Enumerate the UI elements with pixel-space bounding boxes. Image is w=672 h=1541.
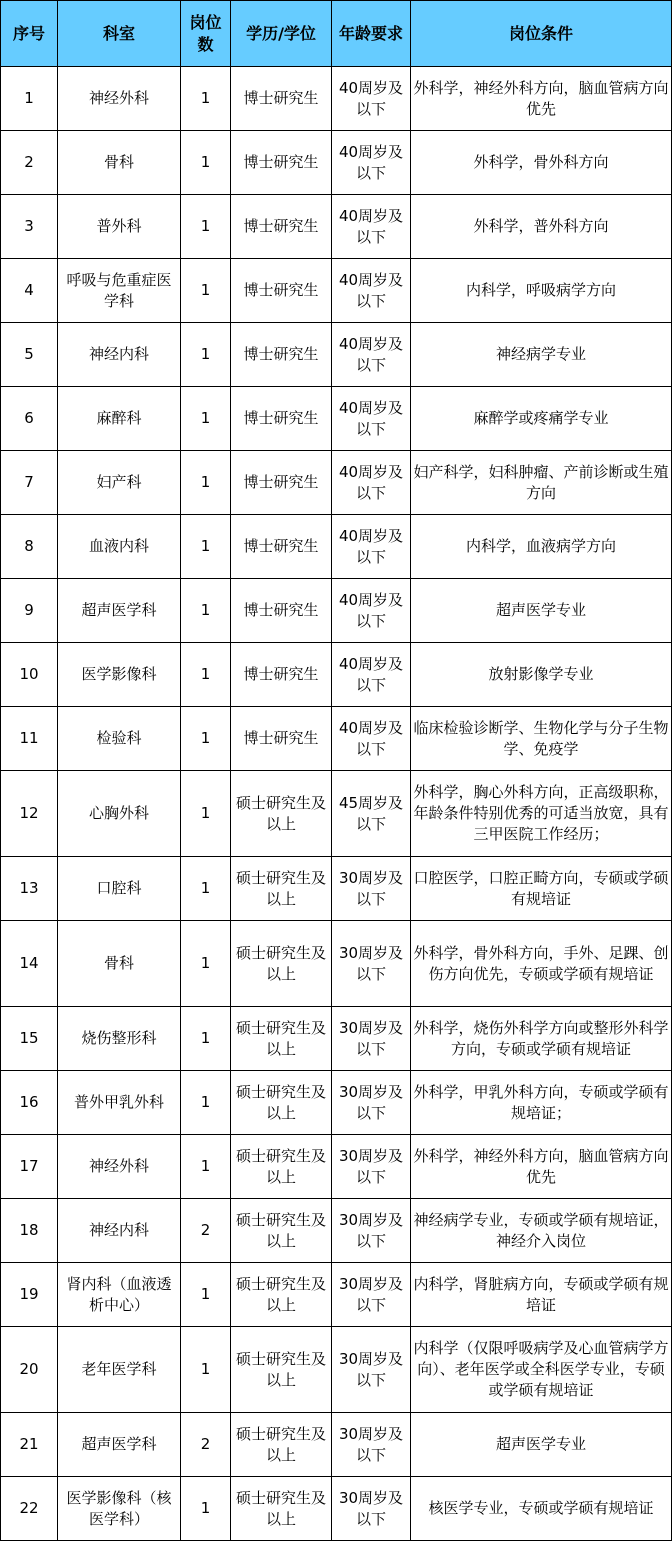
cell-index: 2: [1, 131, 58, 195]
cell-index: 20: [1, 1327, 58, 1413]
header-edu: 学历/学位: [231, 1, 332, 67]
cell-count: 1: [181, 1135, 231, 1199]
cell-index: 5: [1, 323, 58, 387]
table-row: [1, 1477, 672, 1541]
table-row: [1, 857, 672, 921]
cell-edu: 硕士研究生及以上: [231, 1007, 332, 1071]
cell-index: 7: [1, 451, 58, 515]
cell-index: 15: [1, 1007, 58, 1071]
cell-count: 2: [181, 1199, 231, 1263]
cell-cond: 外科学，烧伤外科学方向或整形外科学方向，专硕或学硕有规培证: [411, 1007, 672, 1071]
cell-edu: 博士研究生: [231, 707, 332, 771]
cell-age: 40周岁及以下: [332, 259, 411, 323]
cell-age: 30周岁及以下: [332, 1263, 411, 1327]
table-row: [1, 579, 672, 643]
cell-age: 40周岁及以下: [332, 323, 411, 387]
table-row: [1, 387, 672, 451]
cell-count: 1: [181, 323, 231, 387]
cell-count: 1: [181, 1007, 231, 1071]
cell-edu: 博士研究生: [231, 131, 332, 195]
cell-count: 1: [181, 515, 231, 579]
cell-age: 40周岁及以下: [332, 579, 411, 643]
cell-index: 11: [1, 707, 58, 771]
cell-edu: 博士研究生: [231, 323, 332, 387]
cell-count: 1: [181, 1071, 231, 1135]
cell-index: 22: [1, 1477, 58, 1541]
cell-cond: 外科学，神经外科方向，脑血管病方向优先: [411, 67, 672, 131]
cell-dept: 医学影像科（核医学科）: [58, 1477, 181, 1541]
cell-dept: 超声医学科: [58, 579, 181, 643]
cell-age: 30周岁及以下: [332, 1477, 411, 1541]
cell-index: 3: [1, 195, 58, 259]
cell-count: 1: [181, 195, 231, 259]
cell-cond: 临床检验诊断学、生物化学与分子生物学、免疫学: [411, 707, 672, 771]
cell-index: 8: [1, 515, 58, 579]
cell-age: 40周岁及以下: [332, 451, 411, 515]
cell-age: 30周岁及以下: [332, 1413, 411, 1477]
cell-edu: 硕士研究生及以上: [231, 1263, 332, 1327]
cell-count: 1: [181, 259, 231, 323]
table-row: [1, 259, 672, 323]
cell-dept: 老年医学科: [58, 1327, 181, 1413]
cell-cond: 妇产科学，妇科肿瘤、产前诊断或生殖方向: [411, 451, 672, 515]
table-row: [1, 1327, 672, 1413]
table-row: [1, 131, 672, 195]
cell-edu: 硕士研究生及以上: [231, 1327, 332, 1413]
table-row: [1, 451, 672, 515]
cell-count: 1: [181, 643, 231, 707]
cell-count: 1: [181, 387, 231, 451]
cell-age: 30周岁及以下: [332, 1135, 411, 1199]
cell-count: 1: [181, 771, 231, 857]
cell-dept: 心胸外科: [58, 771, 181, 857]
cell-edu: 硕士研究生及以上: [231, 857, 332, 921]
cell-count: 1: [181, 857, 231, 921]
cell-age: 30周岁及以下: [332, 921, 411, 1007]
table-row: [1, 1199, 672, 1263]
cell-age: 30周岁及以下: [332, 1199, 411, 1263]
cell-cond: 核医学专业，专硕或学硕有规培证: [411, 1477, 672, 1541]
cell-edu: 硕士研究生及以上: [231, 1071, 332, 1135]
cell-age: 40周岁及以下: [332, 643, 411, 707]
table-row: [1, 323, 672, 387]
cell-index: 14: [1, 921, 58, 1007]
cell-cond: 神经病学专业: [411, 323, 672, 387]
table-row: [1, 643, 672, 707]
cell-index: 1: [1, 67, 58, 131]
cell-cond: 神经病学专业，专硕或学硕有规培证，神经介入岗位: [411, 1199, 672, 1263]
cell-edu: 博士研究生: [231, 579, 332, 643]
cell-cond: 内科学（仅限呼吸病学及心血管病学方向）、老年医学或全科医学专业，专硕或学硕有规培证: [411, 1327, 672, 1413]
cell-edu: 硕士研究生及以上: [231, 1413, 332, 1477]
table-row: [1, 1263, 672, 1327]
table-row: [1, 771, 672, 857]
cell-cond: 外科学，甲乳外科方向，专硕或学硕有规培证；: [411, 1071, 672, 1135]
cell-dept: 烧伤整形科: [58, 1007, 181, 1071]
cell-index: 4: [1, 259, 58, 323]
cell-cond: 外科学，胸心外科方向，正高级职称，年龄条件特别优秀的可适当放宽，具有三甲医院工作经历；: [411, 771, 672, 857]
cell-index: 13: [1, 857, 58, 921]
cell-dept: 超声医学科: [58, 1413, 181, 1477]
cell-count: 2: [181, 1413, 231, 1477]
cell-dept: 呼吸与危重症医学科: [58, 259, 181, 323]
cell-age: 40周岁及以下: [332, 387, 411, 451]
cell-index: 19: [1, 1263, 58, 1327]
cell-age: 40周岁及以下: [332, 195, 411, 259]
cell-age: 30周岁及以下: [332, 857, 411, 921]
cell-age: 40周岁及以下: [332, 707, 411, 771]
table-row: [1, 515, 672, 579]
cell-cond: 超声医学专业: [411, 579, 672, 643]
cell-cond: 麻醉学或疼痛学专业: [411, 387, 672, 451]
cell-edu: 博士研究生: [231, 387, 332, 451]
header-index: 序号: [1, 1, 58, 67]
header-age: 年龄要求: [332, 1, 411, 67]
cell-edu: 硕士研究生及以上: [231, 1135, 332, 1199]
cell-dept: 检验科: [58, 707, 181, 771]
cell-cond: 口腔医学，口腔正畸方向，专硕或学硕有规培证: [411, 857, 672, 921]
cell-cond: 外科学，骨外科方向: [411, 131, 672, 195]
cell-edu: 硕士研究生及以上: [231, 921, 332, 1007]
cell-age: 40周岁及以下: [332, 515, 411, 579]
cell-edu: 博士研究生: [231, 451, 332, 515]
cell-dept: 神经内科: [58, 323, 181, 387]
cell-dept: 神经外科: [58, 67, 181, 131]
cell-count: 1: [181, 67, 231, 131]
cell-edu: 博士研究生: [231, 515, 332, 579]
cell-age: 30周岁及以下: [332, 1071, 411, 1135]
cell-edu: 博士研究生: [231, 67, 332, 131]
cell-edu: 硕士研究生及以上: [231, 1199, 332, 1263]
cell-dept: 神经外科: [58, 1135, 181, 1199]
cell-cond: 内科学，呼吸病学方向: [411, 259, 672, 323]
table-row: [1, 195, 672, 259]
cell-age: 30周岁及以下: [332, 1327, 411, 1413]
cell-dept: 普外甲乳外科: [58, 1071, 181, 1135]
cell-edu: 硕士研究生及以上: [231, 771, 332, 857]
cell-edu: 博士研究生: [231, 195, 332, 259]
cell-dept: 骨科: [58, 921, 181, 1007]
cell-cond: 超声医学专业: [411, 1413, 672, 1477]
cell-cond: 放射影像学专业: [411, 643, 672, 707]
table-row: [1, 1071, 672, 1135]
cell-index: 21: [1, 1413, 58, 1477]
cell-cond: 外科学，普外科方向: [411, 195, 672, 259]
cell-count: 1: [181, 1477, 231, 1541]
header-row: [1, 1, 672, 67]
cell-dept: 肾内科（血液透析中心）: [58, 1263, 181, 1327]
cell-count: 1: [181, 1327, 231, 1413]
cell-cond: 外科学，神经外科方向，脑血管病方向优先: [411, 1135, 672, 1199]
cell-age: 40周岁及以下: [332, 131, 411, 195]
header-dept: 科室: [58, 1, 181, 67]
cell-age: 45周岁及以下: [332, 771, 411, 857]
cell-cond: 内科学，血液病学方向: [411, 515, 672, 579]
cell-index: 18: [1, 1199, 58, 1263]
cell-dept: 麻醉科: [58, 387, 181, 451]
cell-cond: 外科学，骨外科方向，手外、足踝、创伤方向优先，专硕或学硕有规培证: [411, 921, 672, 1007]
cell-count: 1: [181, 707, 231, 771]
cell-age: 30周岁及以下: [332, 1007, 411, 1071]
table-row: [1, 1135, 672, 1199]
table-row: [1, 921, 672, 1007]
cell-edu: 博士研究生: [231, 643, 332, 707]
cell-index: 6: [1, 387, 58, 451]
cell-count: 1: [181, 1263, 231, 1327]
header-cond: 岗位条件: [411, 1, 672, 67]
cell-cond: 内科学，肾脏病方向，专硕或学硕有规培证: [411, 1263, 672, 1327]
table-row: [1, 1007, 672, 1071]
cell-edu: 硕士研究生及以上: [231, 1477, 332, 1541]
cell-age: 40周岁及以下: [332, 67, 411, 131]
cell-edu: 博士研究生: [231, 259, 332, 323]
cell-index: 12: [1, 771, 58, 857]
cell-index: 9: [1, 579, 58, 643]
cell-dept: 神经内科: [58, 1199, 181, 1263]
cell-count: 1: [181, 131, 231, 195]
cell-index: 16: [1, 1071, 58, 1135]
cell-dept: 口腔科: [58, 857, 181, 921]
cell-count: 1: [181, 579, 231, 643]
cell-dept: 妇产科: [58, 451, 181, 515]
header-count: 岗位数: [181, 1, 231, 67]
cell-index: 10: [1, 643, 58, 707]
table-row: [1, 67, 672, 131]
cell-index: 17: [1, 1135, 58, 1199]
cell-dept: 骨科: [58, 131, 181, 195]
cell-dept: 血液内科: [58, 515, 181, 579]
table-row: [1, 1413, 672, 1477]
cell-dept: 普外科: [58, 195, 181, 259]
table-row: [1, 707, 672, 771]
cell-dept: 医学影像科: [58, 643, 181, 707]
cell-count: 1: [181, 451, 231, 515]
cell-count: 1: [181, 921, 231, 1007]
